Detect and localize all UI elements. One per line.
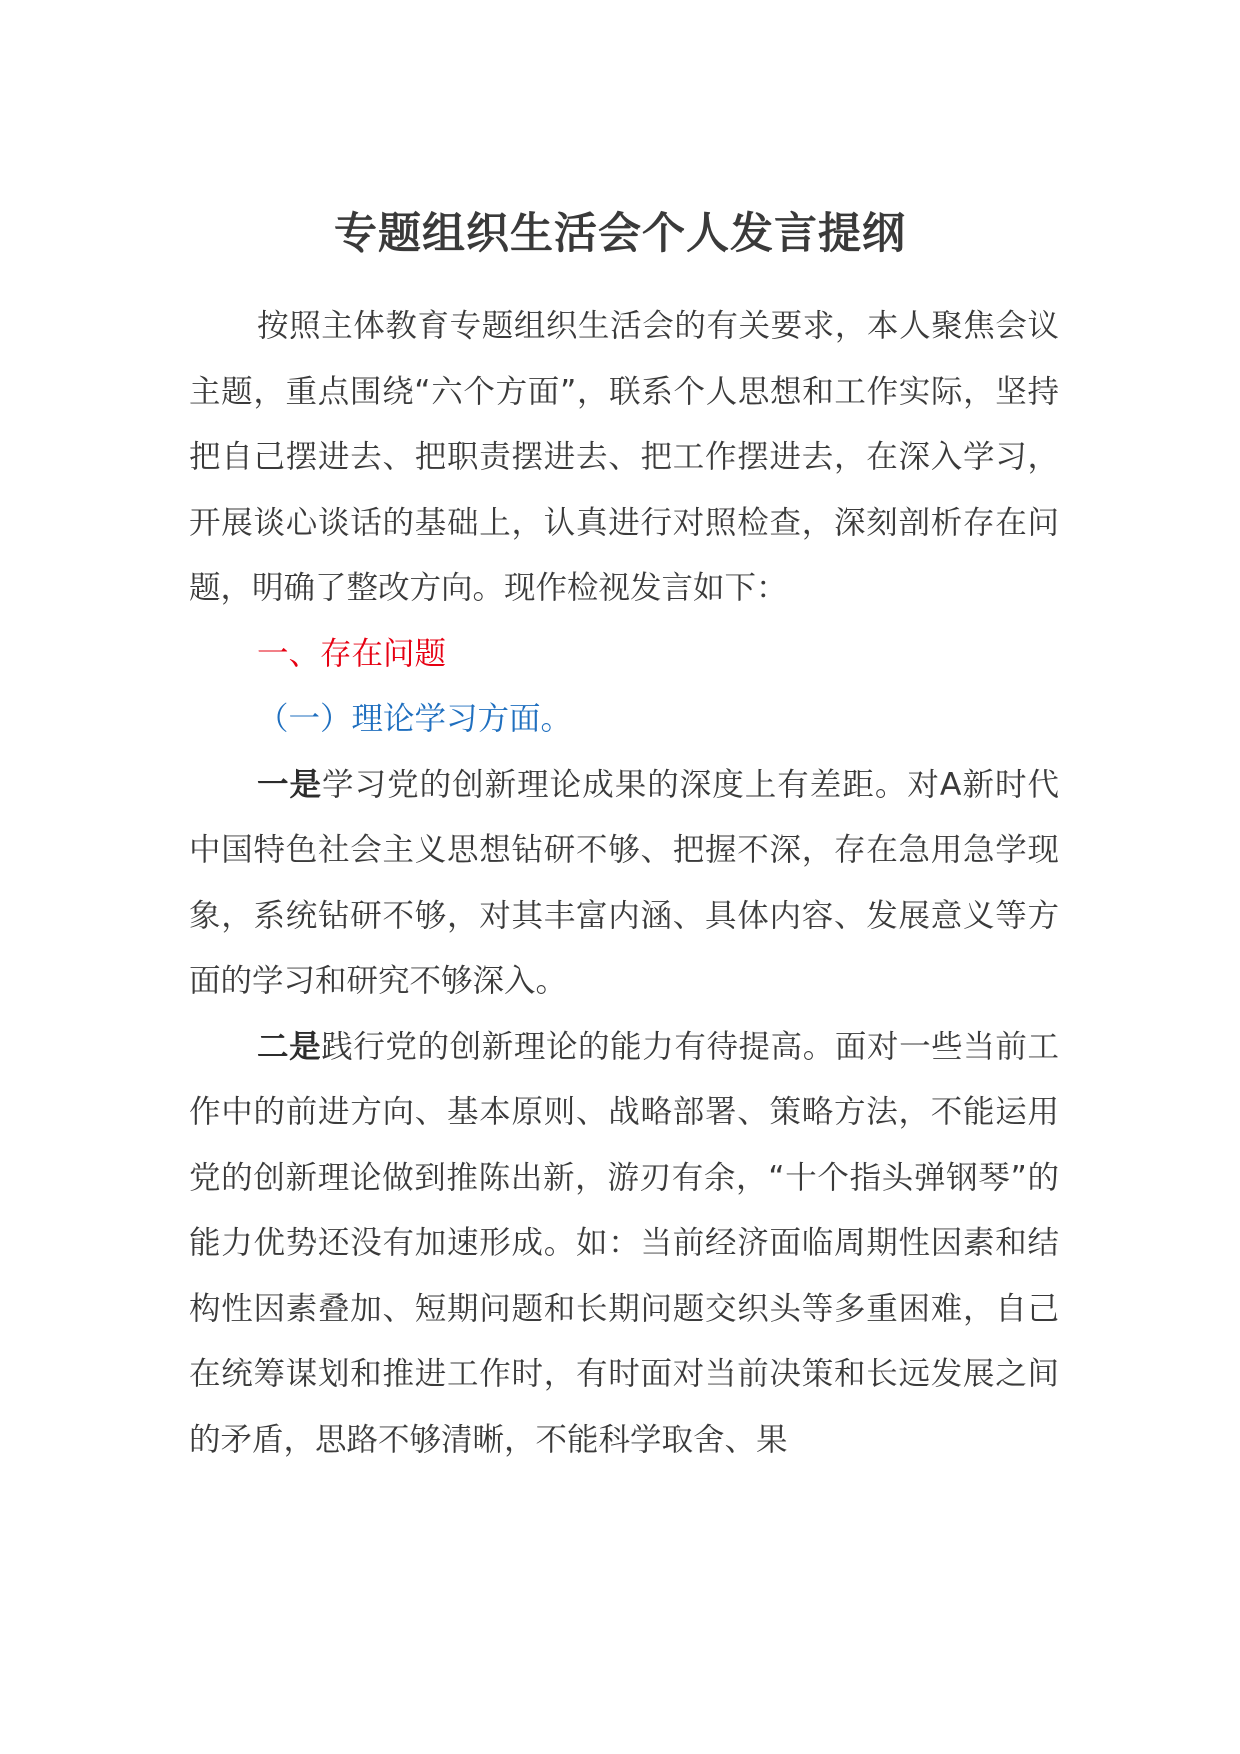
document-title: 专题组织生活会个人发言提纲 xyxy=(334,209,906,259)
item-text-1: 学习党的创新理论成果的深度上有差距。对A新时代中国特色社会主义思想钻研不够、把握不深，存在急用急学现象，系统钻研不够，对其丰富内涵、具体内容、发展意义等方面的学习和研究不够深入。 xyxy=(189,766,1059,999)
item-lead-1: 一是 xyxy=(257,766,323,803)
item-paragraph-1 xyxy=(189,753,1059,1015)
item-text-2: 践行党的创新理论的能力有待提高。面对一些当前工作中的前进方向、基本原则、战略部署、策略方法，不能运用党的创新理论做到推陈出新，游刃有余，“十个指头弹钢琴”的能力优势还没有加速形成。如：当前经济面临周期性因素和结构性因素叠加、短期问题和长期问题交织头等多重困难，自己在统筹谋划和推进工作时，有时面对当前决策和长远发展之间的矛盾，思路不够清晰，不能科学取舍、果 xyxy=(189,1028,1059,1458)
section-heading-problems: 一、存在问题 xyxy=(257,635,447,672)
document-body xyxy=(189,294,1059,1473)
subsection-heading-theory-study: （一）理论学习方面。 xyxy=(257,701,573,737)
item-paragraph-2 xyxy=(189,1015,1059,1474)
item-lead-2: 二是 xyxy=(257,1028,322,1065)
intro-paragraph: 按照主体教育专题组织生活会的有关要求，本人聚焦会议主题，重点围绕“六个方面”，联系个人思想和工作实际，坚持把自己摆进去、把职责摆进去、把工作摆进去，在深入学习，开展谈心谈话的基础上，认真进行对照检查，深刻剖析存在问题，明确了整改方向。现作检视发言如下： xyxy=(189,308,1059,606)
